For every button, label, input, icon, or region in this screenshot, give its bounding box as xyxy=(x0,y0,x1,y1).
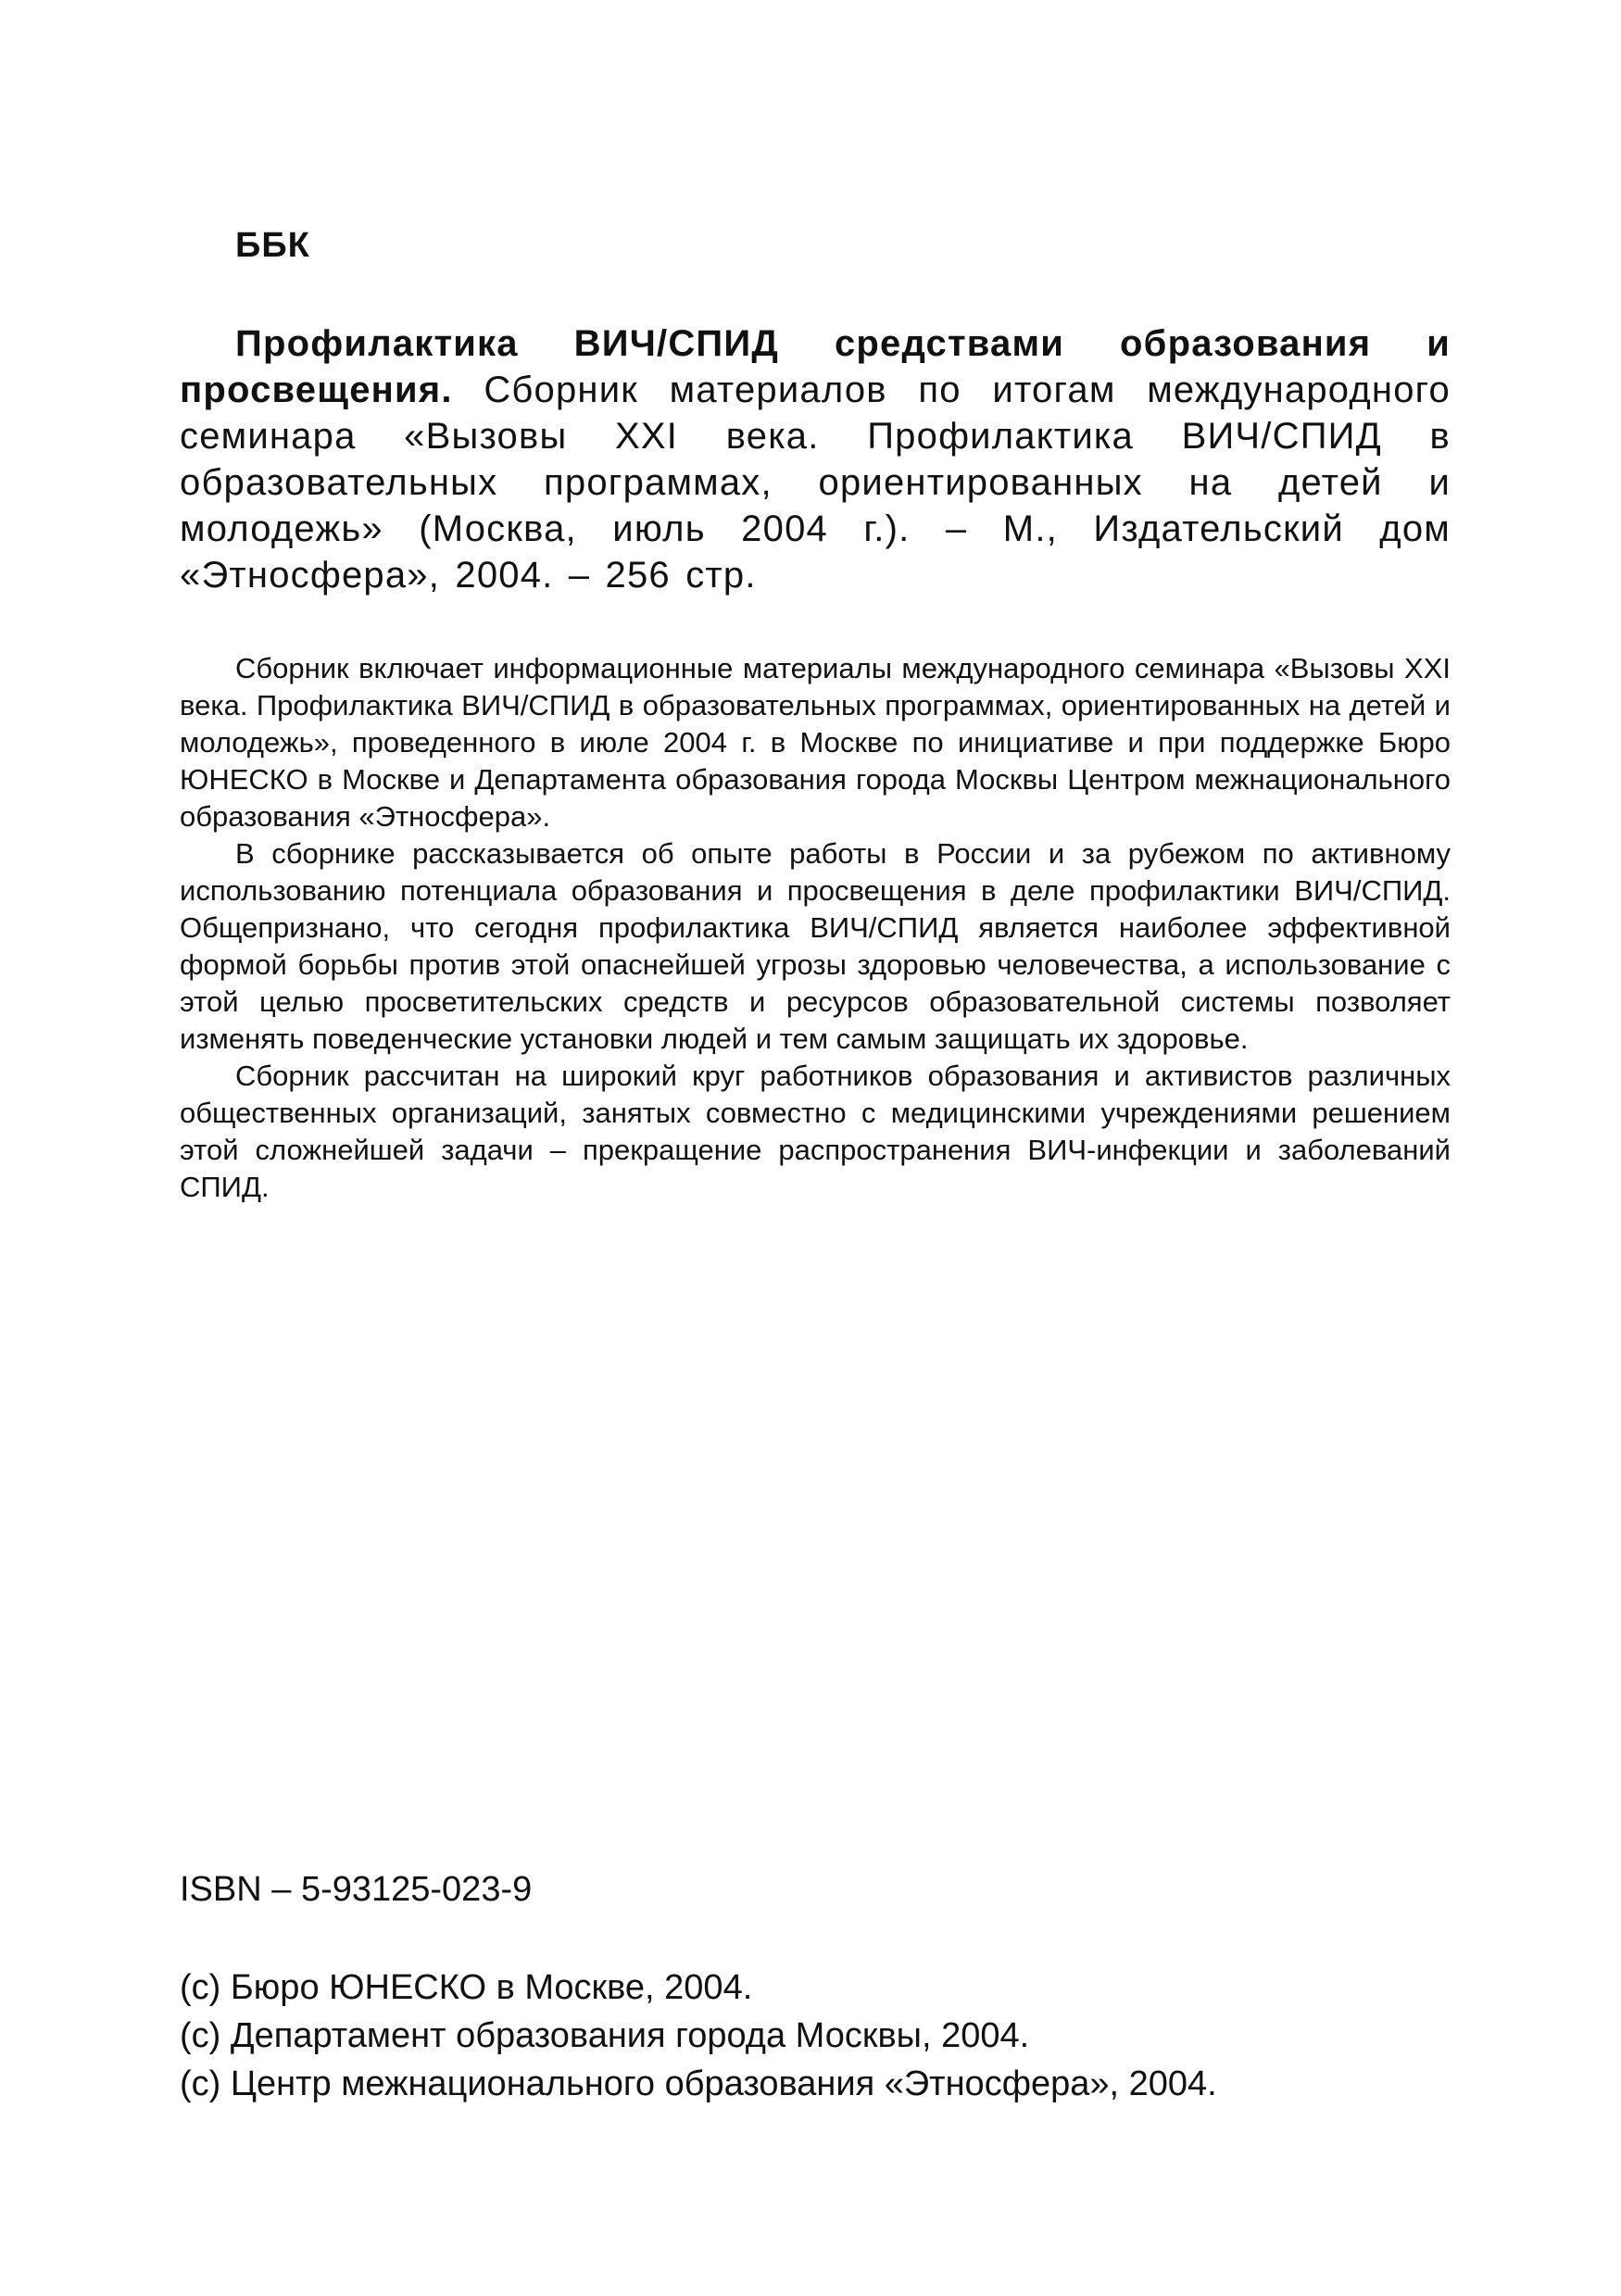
abstract-paragraph: Сборник включает информационные материалы международного семинара «Вызовы XXI века. Профилактика ВИЧ/СПИД в образовательных программах, ориентированных на детей и молодежь», проведенного в июле 2004 г. в Москве по инициативе и при поддержке Бюро ЮНЕСКО в Москве и Департамента образования города Москвы Центром межнационального образования «Этносфера». xyxy=(180,652,1451,833)
copyright-line: (c) Департамент образования города Москвы, 2004. xyxy=(180,2016,1030,2055)
abstract-paragraph: Сборник рассчитан на широкий круг работников образования и активистов различных общественных организаций, занятых совместно с медицинскими учреждениями решением этой сложнейшей задачи – прекращение распространения ВИЧ-инфекции и заболеваний СПИД. xyxy=(180,1060,1451,1203)
copyright-line: (c) Центр межнационального образования «Этносфера», 2004. xyxy=(180,2064,1217,2103)
abstract-paragraph: В сборнике рассказывается об опыте работы в России и за рубежом по активному использованию потенциала образования и просвещения в деле профилактики ВИЧ/СПИД. Общепризнано, что сегодня профилактика ВИЧ/СПИД является наиболее эффективной формой борьбы против этой опаснейшей угрозы здоровью человечества, а использование с этой целью просветительских средств и ресурсов образовательной системы позволяет изменять поведенческие установки людей и тем самым защищать их здоровье. xyxy=(180,837,1451,1055)
bibliographic-record xyxy=(180,320,1451,598)
copyright-line: (c) Бюро ЮНЕСКО в Москве, 2004. xyxy=(180,1968,753,2007)
abstract xyxy=(180,650,1451,1206)
book-title: Профилактика ВИЧ/СПИД средствами образования и просвещения. xyxy=(180,323,1451,410)
isbn: ISBN – 5-93125-023-9 xyxy=(180,1870,533,1909)
copyright-list xyxy=(180,1964,1217,2108)
bbk-label: ББК xyxy=(235,226,310,265)
book-description: Сборник материалов по итогам международного семинара «Вызовы XXI века. Профилактика ВИЧ/СПИД в образовательных программах, ориентированных на детей и молодежь» (Москва, июль 2004 г.). – М., Издательский дом «Этносфера», 2004. – 256 стр. xyxy=(180,370,1451,596)
